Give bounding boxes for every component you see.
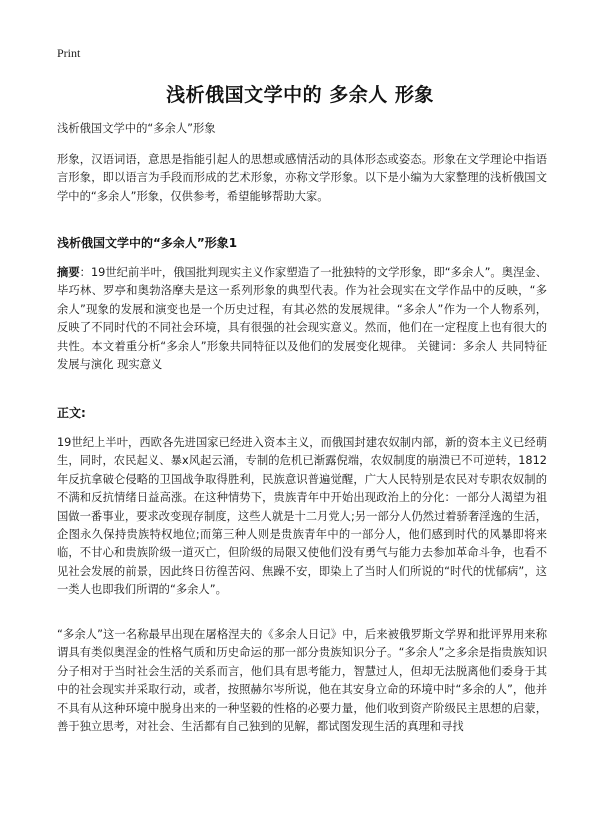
- body-paragraph-1: 19世纪上半叶，西欧各先进国家已经进入资本主义，而俄国封建农奴制内部，新的资本主义已经萌生，同时，农民起义、暴x风起云涌，专制的危机已渐露倪端，农奴制度的崩溃已不可逆转，1812年反抗拿破仑侵略的卫国战争取得胜利，民族意识普遍觉醒，广大人民特别是农民对专职农奴制的不满和反抗情绪日益高涨。在这种情势下，贵族青年中开始出现政治上的分化：一部分人渴望为祖国做一番事业，要求改变现存制度，这些人就是十二月党人;另一部分人仍然过着骄奢淫逸的生活，企图永久保持贵族特权地位;而第三种人则是贵族青年中的一部分人，他们感到时代的风暴即将来临，不甘心和贵族阶级一道灭亡，但阶级的局限又使他们没有勇气与能力去参加革命斗争，也看不见社会发展的前景，因此终日彷徨苦闷、焦躁不安，即染上了当时人们所说的“时代的忧郁病”，这一类人也即我们所谓的“多余人”。: [57, 436, 547, 597]
- abstract-text: ：19世纪前半叶，俄国批判现实主义作家塑造了一批独特的文学形象，即“多余人”。奥涅金、毕巧林、罗亭和奥勃洛摩夫是这一系列形象的典型代表。作为社会现实在文学作品中的反映，“多余人”现象的发展和演变也是一个历史过程，有其必然的发展规律。“多余人”作为一个人物系列，反映了不同时代的不同社会环境，具有很强的社会现实意义。然而，他们在一定程度上也有很大的共性。本文着重分析“多余人”形象共同特征以及他们的发展变化规律。 关键词：多余人 共同特征 发展与演化 现实意义: [57, 266, 547, 372]
- article-heading: 浅析俄国文学中的“多余人”形象1: [57, 236, 238, 250]
- body-paragraph-2: “多余人”这一名称最早出现在屠格涅夫的《多余人日记》中，后来被俄罗斯文学界和批评界用来称谓具有类似奥涅金的性格气质和历史命运的那一部分贵族知识分子。“多余人”之多余是指贵族知识分子相对于当时社会生活的关系而言，他们具有思考能力，智慧过人，但却无法脱离他们委身于其中的社会现实并采取行动，或者，按照赫尔岑所说，他在其安身立命的环境中时“多余的人”，他并不具有从这种环境中脱身出来的一种坚毅的性格的必要力量，他们收到资产阶级民主思想的启蒙，善于独立思考，对社会、生活都有自己独到的见解，都试图发现生活的真理和寻找: [57, 628, 547, 734]
- document-title: 浅析俄国文学中的 多余人 形象: [166, 84, 434, 106]
- body-heading: 正文:: [57, 406, 86, 420]
- intro-paragraph: 形象，汉语词语，意思是指能引起人的思想或感情活动的具体形态或姿态。形象在文学理论中指语言形象，即以语言为手段而形成的艺术形象，亦称文学形象。以下是小编为大家整理的浅析俄国文学中的“多余人”形象，仅供参考，希望能够帮助大家。: [57, 153, 547, 203]
- abstract-label: 摘要: [57, 266, 80, 279]
- document-subtitle: 浅析俄国文学中的“多余人”形象: [57, 122, 216, 135]
- abstract-paragraph: [57, 264, 547, 374]
- print-link[interactable]: Print: [57, 46, 81, 60]
